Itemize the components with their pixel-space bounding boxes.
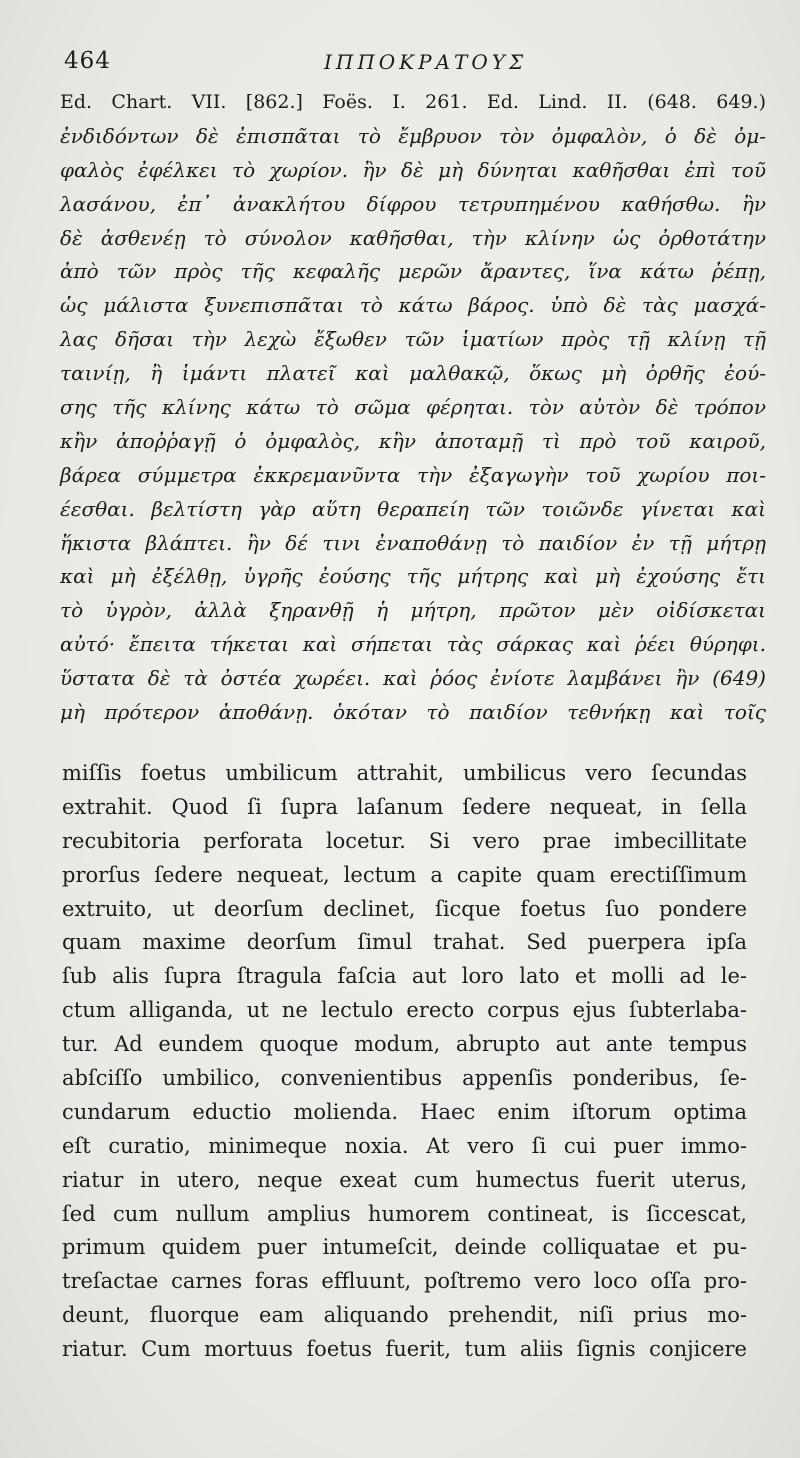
greek-line: ἥκιστα βλάπτει. ἢν δέ τινι ἐναποθάνῃ τὸ παιδίον ἐν τῇ μήτρῃ xyxy=(60,530,766,555)
greek-line: σης τῆς κλίνης κάτω τὸ σῶμα φέρηται. τὸν αὐτὸν δὲ τρόπον xyxy=(60,395,766,420)
running-title: ΙΠΠΟΚΡΑΤΟΥΣ xyxy=(324,50,528,74)
greek-line: βάρεα σύμμετρα ἐκκρεμανῦντα τὴν ἐξαγωγὴν τοῦ χωρίου ποι- xyxy=(60,462,766,487)
latin-line: extruito, ut deorſum declinet, ſicque foetus ſuo pondere xyxy=(62,896,747,921)
greek-line: ἀπὸ τῶν πρὸς τῆς κεφαλῆς μερῶν ἄραντες, ἵνα κάτω ῥέπῃ, xyxy=(60,259,766,284)
latin-line: treſactae carnes foras effluunt, poſtremo vero loco oſſa pro- xyxy=(62,1269,747,1294)
greek-line: αὐτό· ἔπειτα τήκεται καὶ σήπεται τὰς σάρκας καὶ ῥέει θύρηφι. xyxy=(60,632,766,657)
latin-line: deunt, fluorque eam aliquando prehendit, niſi prius mo- xyxy=(62,1303,747,1328)
latin-line: recubitoria perforata locetur. Si vero prae imbecillitate xyxy=(62,828,747,853)
latin-line: riatur in utero, neque exeat cum humectus fuerit uterus, xyxy=(62,1167,747,1192)
greek-line: μὴ πρότερον ἀποθάνῃ. ὁκόταν τὸ παιδίον τεθνήκῃ καὶ τοῖς xyxy=(60,700,766,725)
latin-line: primum quidem puer intumeſcit, deinde colliquatae et pu- xyxy=(62,1235,747,1260)
greek-line: φαλὸς ἐφέλκει τὸ χωρίον. ἢν δὲ μὴ δύνηται καθῆσθαι ἐπὶ τοῦ xyxy=(60,157,766,182)
page-number: 464 xyxy=(64,48,111,74)
greek-line: ἐνδιδόντων δὲ ἐπισπᾶται τὸ ἔμβρυον τὸν ὀμφαλὸν, ὁ δὲ ὀμ- xyxy=(60,123,766,148)
greek-line: καὶ μὴ ἐξέλθῃ, ὑγρῆς ἐούσης τῆς μήτρης καὶ μὴ ἐχούσης ἔτι xyxy=(60,564,766,589)
latin-line: quam maxime deorſum ſimul trahat. Sed puerpera ipſa xyxy=(62,930,747,955)
greek-line: ὡς μάλιστα ξυνεπισπᾶται τὸ κάτω βάρος. ὑπὸ δὲ τὰς μασχά- xyxy=(60,293,766,318)
page-header xyxy=(64,48,684,78)
latin-line: cundarum eductio molienda. Haec enim iſtorum optima xyxy=(62,1099,747,1124)
greek-line: ταινίῃ, ἢ ἱμάντι πλατεῖ καὶ μαλθακῷ, ὅκως μὴ ὀρθῆς ἐού- xyxy=(60,361,766,386)
greek-line: τὸ ὑγρὸν, ἀλλὰ ξηρανθῇ ἡ μήτρη, πρῶτον μὲν οἰδίσκεται xyxy=(60,598,766,623)
latin-line: miſſis foetus umbilicum attrahit, umbilicus vero ſecundas xyxy=(62,761,747,785)
latin-line: ſub alis ſupra ſtragula faſcia aut loro lato et molli ad le- xyxy=(62,964,747,989)
greek-line: λασάνου, ἐπ᾽ ἀνακλήτου δίφρου τετρυπημένου καθήσθω. ἢν xyxy=(60,191,766,216)
latin-line: tur. Ad eundem quoque modum, abrupto aut ante tempus xyxy=(62,1032,747,1057)
latin-line: ctum alliganda, ut ne lectulo erecto corpus ejus ſubterlaba- xyxy=(62,998,747,1023)
greek-line: λας δῆσαι τὴν λεχὼ ἔξωθεν τῶν ἱματίων πρὸς τῇ κλίνῃ τῇ xyxy=(60,327,766,352)
latin-line: abſciſſo umbilico, convenientibus appenſis ponderibus, ſe- xyxy=(62,1066,747,1091)
greek-line: ὕστατα δὲ τὰ ὀστέα χωρέει. καὶ ῥόος ἐνίοτε λαμβάνει ἢν (649) xyxy=(60,666,766,691)
greek-line: δὲ ἀσθενέῃ τὸ σύνολον καθῆσθαι, τὴν κλίνην ὡς ὀρθοτάτην xyxy=(60,225,766,250)
latin-line: extrahit. Quod ſi ſupra laſanum ſedere nequeat, in ſella xyxy=(62,794,747,819)
latin-line: riatur. Cum mortuus foetus fuerit, tum aliis ſignis conjicere xyxy=(62,1337,747,1362)
edition-reference-line: Ed. Chart. VII. [862.] Foës. I. 261. Ed. Lind. II. (648. 649.) xyxy=(60,91,766,113)
greek-line: κἢν ἀποῤῥαγῇ ὁ ὀμφαλὸς, κἢν ἀποταμῇ τὶ πρὸ τοῦ καιροῦ, xyxy=(60,428,766,453)
latin-line: eſt curatio, minimeque noxia. At vero ſi cui puer immo- xyxy=(62,1133,747,1158)
latin-text-block xyxy=(62,757,747,1367)
greek-line: έεσθαι. βελτίστη γὰρ αὕτη θεραπείη τῶν τοιῶνδε γίνεται καὶ xyxy=(60,496,766,521)
greek-text-block xyxy=(60,86,766,730)
latin-line: prorſus ſedere nequeat, lectum a capite quam erectiſſimum xyxy=(62,862,747,887)
latin-line: ſed cum nullum amplius humorem contineat, is ſiccescat, xyxy=(62,1201,747,1226)
